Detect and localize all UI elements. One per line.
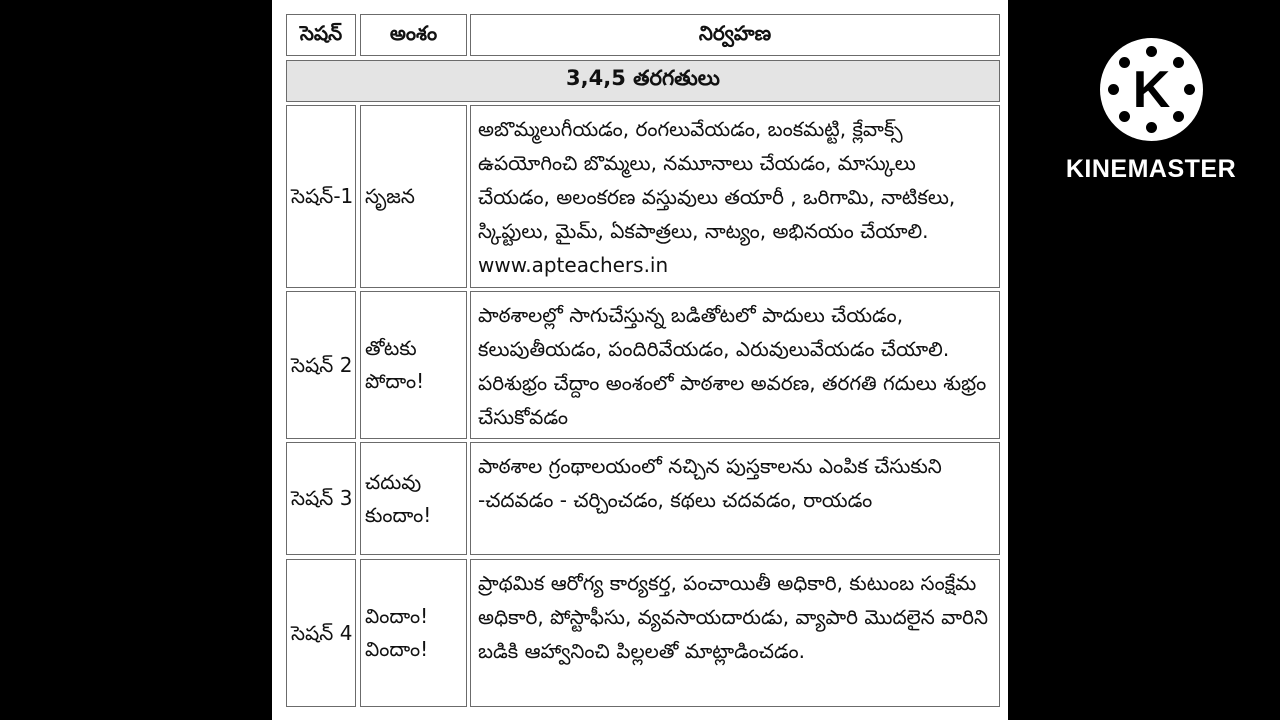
document-page — [272, 0, 1008, 720]
management-cell: పాఠశాల గ్రంథాలయంలో నచ్చిన పుస్తకాలను ఎంపిక చేసుకుని -చదవడం - చర్చించడం, కథలు చదవడం, రాయడం — [470, 442, 1000, 555]
topic-label: చదువు కుందాం! — [365, 469, 432, 527]
session-cell — [286, 442, 356, 555]
logo-dot — [1173, 111, 1184, 122]
session-label: సెషన్-1 — [291, 184, 354, 208]
logo-dot — [1184, 84, 1195, 95]
logo-dot — [1146, 122, 1157, 133]
logo-dot — [1108, 84, 1119, 95]
session-label: సెషన్ 4 — [291, 620, 353, 645]
kinemaster-brand: KINEMASTER — [1065, 155, 1237, 183]
logo-dot — [1119, 57, 1130, 68]
session-label: సెషన్ 3 — [291, 486, 353, 510]
session-cell — [286, 559, 356, 707]
session-cell — [286, 105, 356, 288]
management-cell: పాఠశాలల్లో సాగుచేస్తున్న బడితోటలో పాదులు చేయడం, కలుపుతీయడం, పందిరివేయడం, ఎరువులువేయడం చేయాలి. పరిశుభ్రం చేద్దాం అంశంలో పాఠశాల అవరణ, తరగతి గదులు శుభ్రం చేసుకోవడం — [470, 291, 1000, 439]
logo-dot — [1173, 57, 1184, 68]
header-topic: అంశం — [360, 14, 467, 56]
topic-cell — [360, 105, 467, 288]
topic-cell — [360, 559, 467, 707]
header-management: నిర్వహణ — [470, 14, 1000, 56]
header-session: సెషన్ — [286, 14, 356, 56]
topic-label: తోటకు పోదాం! — [365, 336, 425, 393]
management-cell: అబొమ్మలుగీయడం, రంగలువేయడం, బంకమట్టి, క్లేవాక్స్ ఉపయోగించి బొమ్మలు, నమూనాలు చేయడం, మాస్కులు చేయడం, అలంకరణ వస్తువులు తయారీ , ఒరిగామి, నాటికలు, స్కిప్టులు, మైమ్, ఏకపాత్రలు, నాట్యం, అభినయం చేయాలి. www.apteachers.in — [470, 105, 1000, 288]
management-cell: ప్రాథమిక ఆరోగ్య కార్యకర్త, పంచాయితీ అధికారి, కుటుంబ సంక్షేమ అధికారి, పోస్టాఫీసు, వ్యవసాయదారుడు, వ్యాపారి మొదలైన వారిని బడికి ఆహ్వానించి పిల్లలతో మాట్లాడించడం. — [470, 559, 1000, 707]
section-title: 3,4,5 తరగతులు — [286, 60, 1000, 102]
logo-dot — [1146, 46, 1157, 57]
session-cell — [286, 291, 356, 439]
topic-cell — [360, 291, 467, 439]
kinemaster-logo-icon — [1100, 38, 1203, 141]
logo-dot — [1119, 111, 1130, 122]
logo-letter: K — [1132, 60, 1171, 119]
session-label: సెషన్ 2 — [291, 352, 353, 377]
topic-label: విందాం! విందాం! — [365, 604, 429, 661]
topic-cell — [360, 442, 467, 555]
topic-label: సృజన — [365, 184, 415, 208]
